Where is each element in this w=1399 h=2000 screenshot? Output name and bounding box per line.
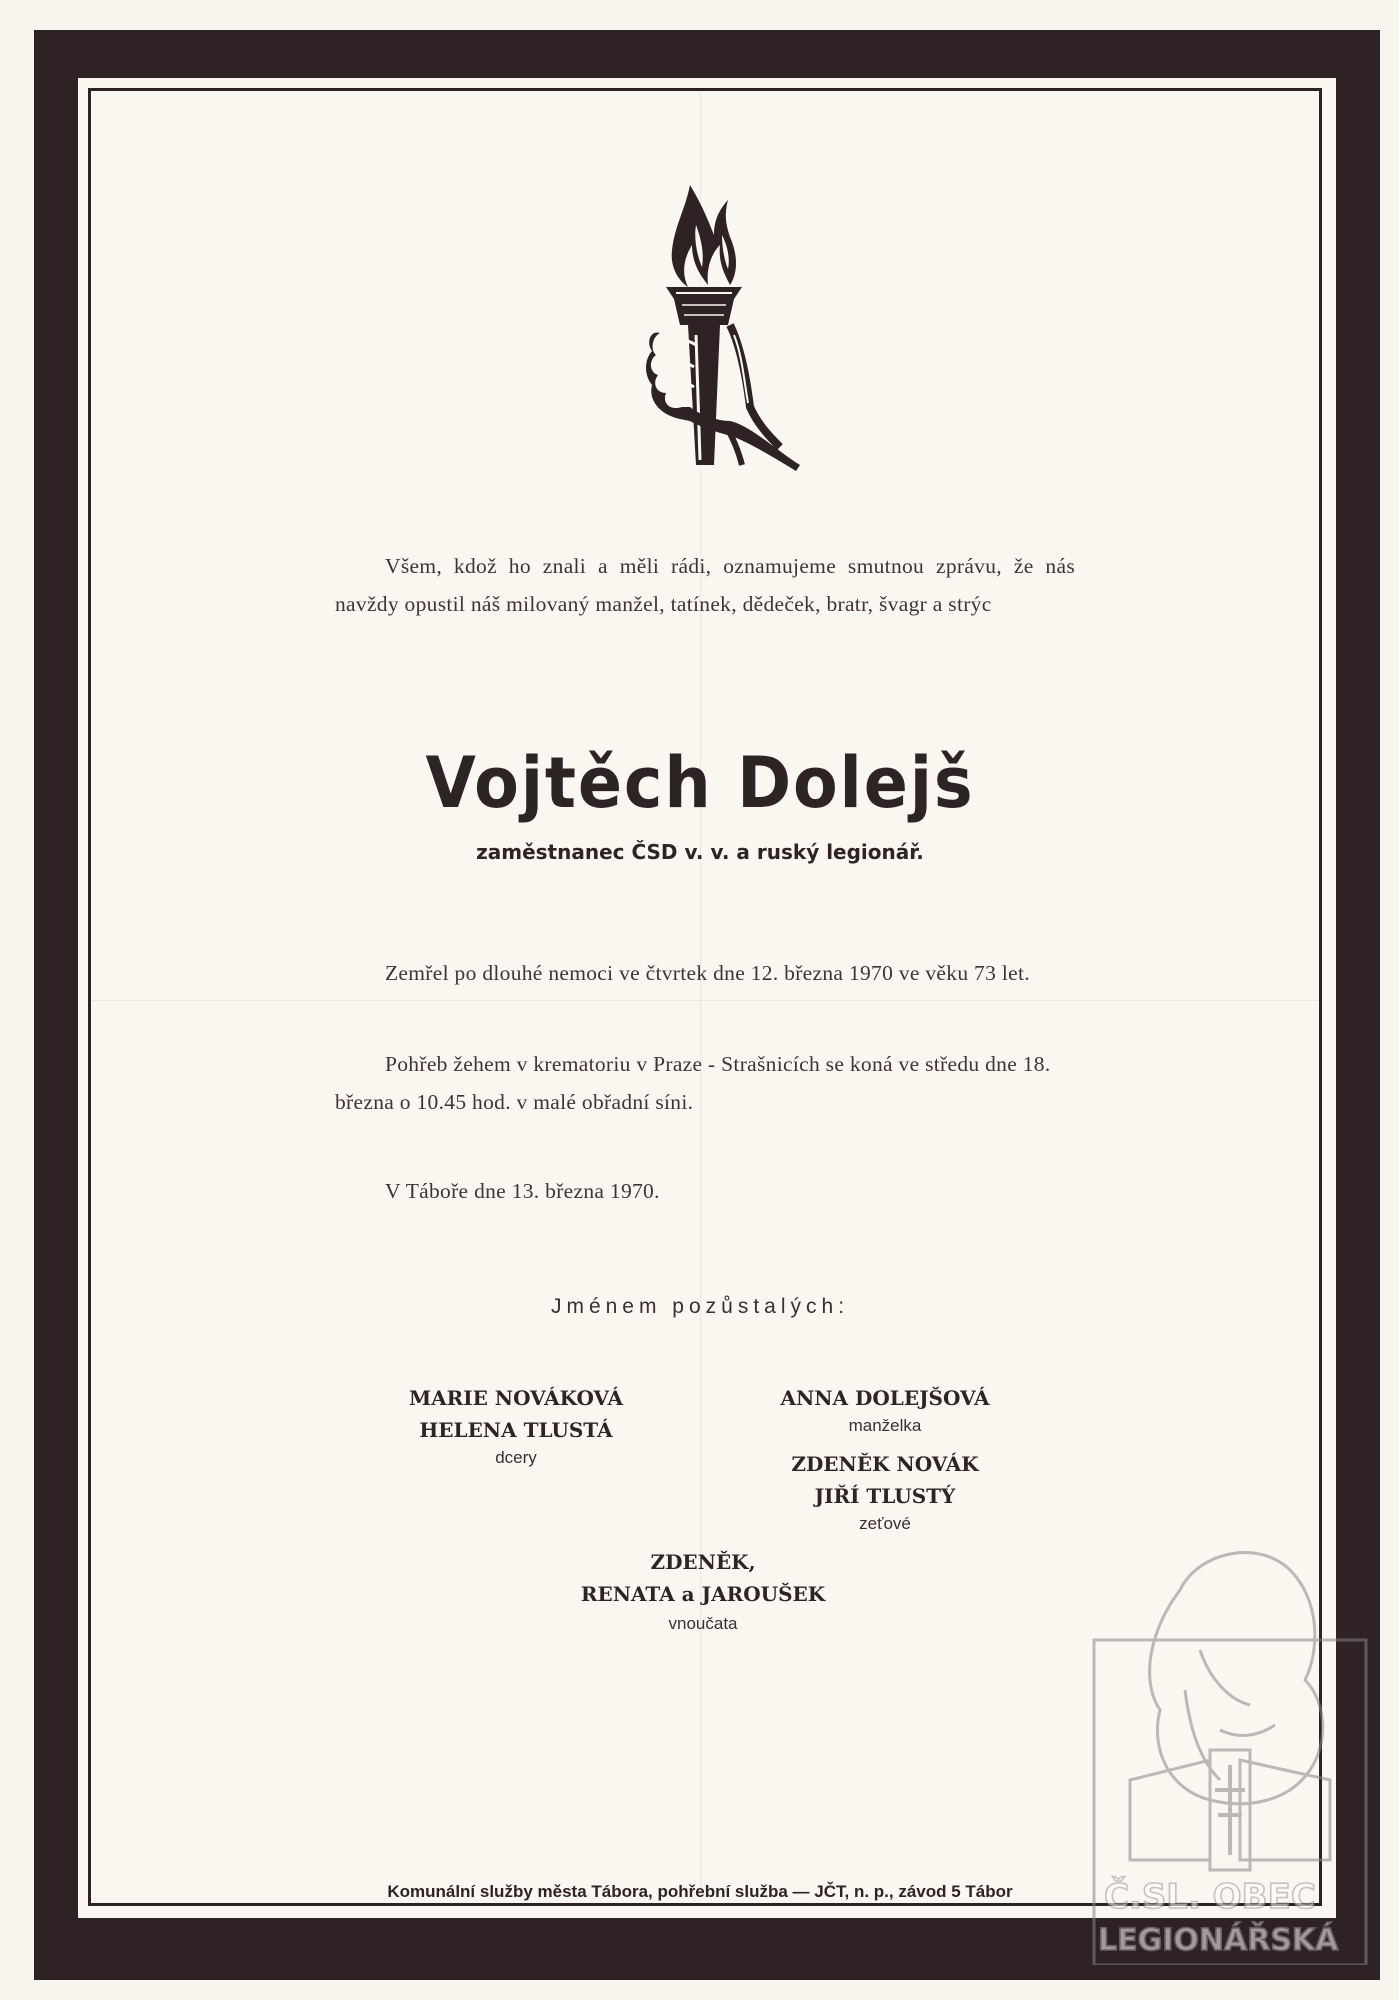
funeral-service-footer: Komunální služby města Tábora, pohřební služba — JČT, n. p., závod 5 Tábor	[387, 1882, 1013, 1901]
death-paragraph: Zemřel po dlouhé nemoci ve čtvrtek dne 12. března 1970 ve věku 73 let.	[385, 961, 1030, 985]
legionnaire-emblem-icon	[1090, 1530, 1370, 1965]
sons-in-law-label: zeťové	[859, 1514, 911, 1533]
intro-paragraph: Všem, kdož ho znali a měli rádi, oznamujeme smutnou zprávu, že nás navždy opustil náš milovaný manžel, tatínek, dědeček, bratr, švagr a strýc	[335, 554, 1075, 616]
deceased-name: Vojtěch Dolejš	[425, 742, 975, 824]
deceased-occupation: zaměstnanec ČSD v. v. a ruský legionář.	[476, 840, 924, 864]
daughters-label: dcery	[495, 1448, 537, 1467]
son-in-law-name: ZDENĚK NOVÁK	[791, 1452, 979, 1476]
hand-holding-torch-icon	[630, 175, 800, 485]
son-in-law-name: JIŘÍ TLUSTÝ	[814, 1484, 956, 1508]
grandchildren-label: vnoučata	[668, 1614, 738, 1633]
survivors-heading: Jménem pozůstalých:	[550, 1295, 850, 1318]
place-and-date: V Táboře dne 13. března 1970.	[385, 1179, 660, 1203]
daughter-name: MARIE NOVÁKOVÁ	[408, 1386, 624, 1410]
daughter-name: HELENA TLUSTÁ	[419, 1418, 613, 1442]
wife-label: manželka	[848, 1416, 922, 1435]
grandchild-name: ZDENĚK,	[650, 1550, 756, 1574]
wife-name: ANNA DOLEJŠOVÁ	[780, 1386, 990, 1410]
funeral-paragraph: Pohřeb žehem v krematoriu v Praze - Strašnicích se koná ve středu dne 18. března o 10.45 hod. v malé obřadní síni.	[335, 1052, 1051, 1114]
fold-line-horizontal	[90, 1000, 1320, 1001]
stamp-line2: LEGIONÁŘSKÁ	[1098, 1923, 1339, 1958]
grandchild-name: RENATA a JAROUŠEK	[580, 1582, 826, 1606]
stamp-line1: Č.SL. OBEC	[1104, 1877, 1316, 1917]
